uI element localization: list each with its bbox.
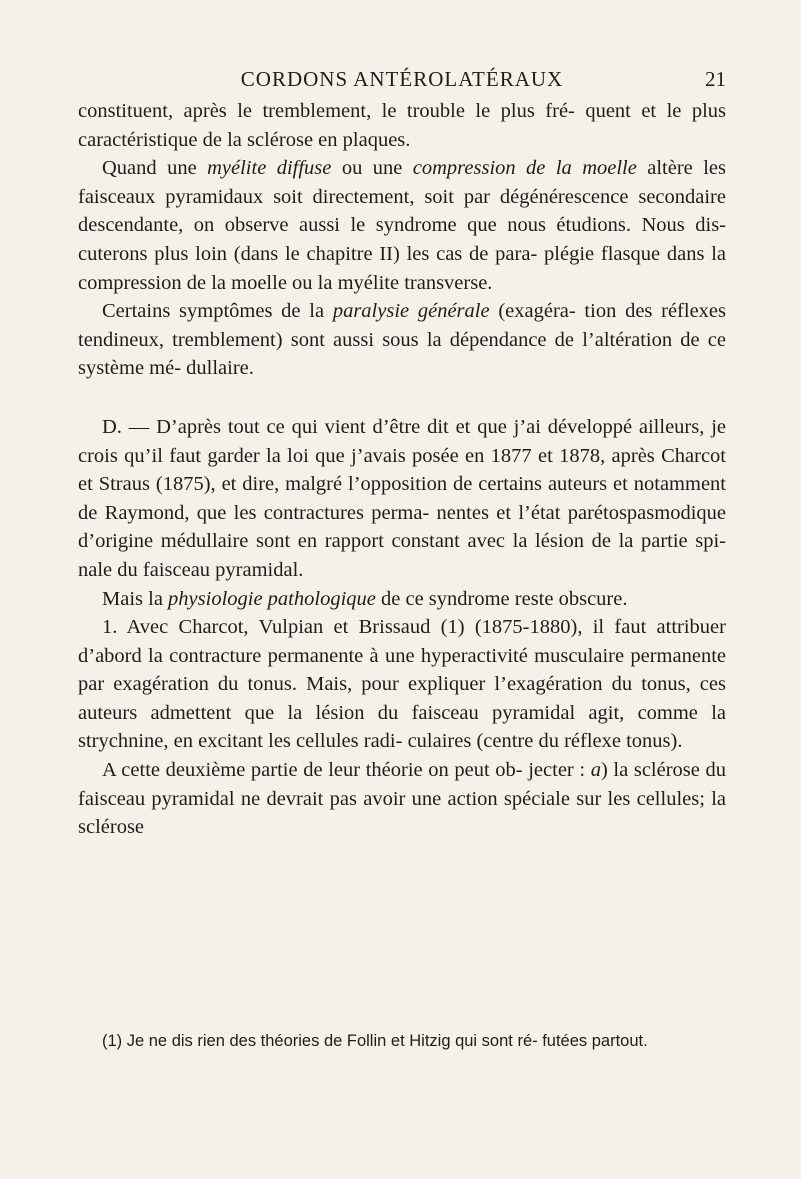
italic-term: physiologie pathologique [168, 587, 376, 610]
paragraph-4: D. — D’après tout ce qui vient d’être dit et que j’ai développé ailleurs, je crois qu’il faut garder la loi que j’avais posée en 1877 et 1878, après Charcot et Straus (1875), et dire, malgré l’opposition de certains auteurs et notamment de Raymond, que les contractures perma- nentes et l’état parétospasmodique d’origine médullaire sont en rapport constant avec la lésion de la partie spi- nale du faisceau pyramidal. [78, 415, 726, 581]
body-text [78, 97, 726, 842]
text-run: Mais la [102, 587, 169, 610]
paragraph-2 [78, 154, 726, 297]
text-run: ou une [331, 157, 413, 180]
paragraph-7 [78, 756, 726, 842]
text-run: altère les faisceaux pyramidaux soit directement, soit par dégénérescence secondaire descendante, on observe aussi le syndrome que nous étudions. Nous dis- cuterons plus loin (dans le chapitre II) les cas de para- plégie flasque dans la compression de la moelle ou la myélite transverse. [78, 157, 726, 294]
paragraph-1: constituent, après le tremblement, le trouble le plus fré- quent et le plus caractéristique de la sclérose en plaques. [78, 100, 726, 151]
italic-term: paralysie générale [332, 300, 490, 323]
paragraph-3 [78, 297, 726, 383]
running-title: CORDONS ANTÉROLATÉRAUX [240, 67, 564, 91]
footnote: (1) Je ne dis rien des théories de Follin et Hitzig qui sont ré- futées partout. [102, 1032, 648, 1050]
paragraph-5 [78, 585, 726, 614]
section-gap [78, 383, 726, 413]
text-run: ) la sclérose du faisceau pyramidal ne devrait pas avoir une action spéciale sur les cellules; la sclérose [78, 759, 726, 839]
page-header [78, 67, 726, 97]
text-run: Certains symptômes de la [102, 300, 333, 323]
text-run: Quand une [102, 157, 208, 180]
text-run: (exagéra- tion des réflexes tendineux, tremblement) sont aussi sous la dépendance de l’altération de ce système mé- dullaire. [78, 300, 727, 380]
italic-term: a [590, 759, 601, 782]
text-run: A cette deuxième partie de leur théorie on peut ob- jecter : [102, 759, 591, 782]
paragraph-6: 1. Avec Charcot, Vulpian et Brissaud (1) (1875-1880), il faut attribuer d’abord la contracture permanente à une hyperactivité musculaire permanente par exagération du tonus. Mais, pour expliquer l’exagération du tonus, ces auteurs admettent que la lésion du faisceau pyramidal agit, comme la strychnine, en excitant les cellules radi- culaires (centre du réflexe tonus). [78, 616, 726, 753]
italic-term: myélite diffuse [207, 157, 332, 180]
italic-term: compression de la moelle [412, 157, 637, 180]
text-run: de ce syndrome reste obscure. [375, 587, 628, 610]
page-number: 21 [705, 67, 726, 91]
